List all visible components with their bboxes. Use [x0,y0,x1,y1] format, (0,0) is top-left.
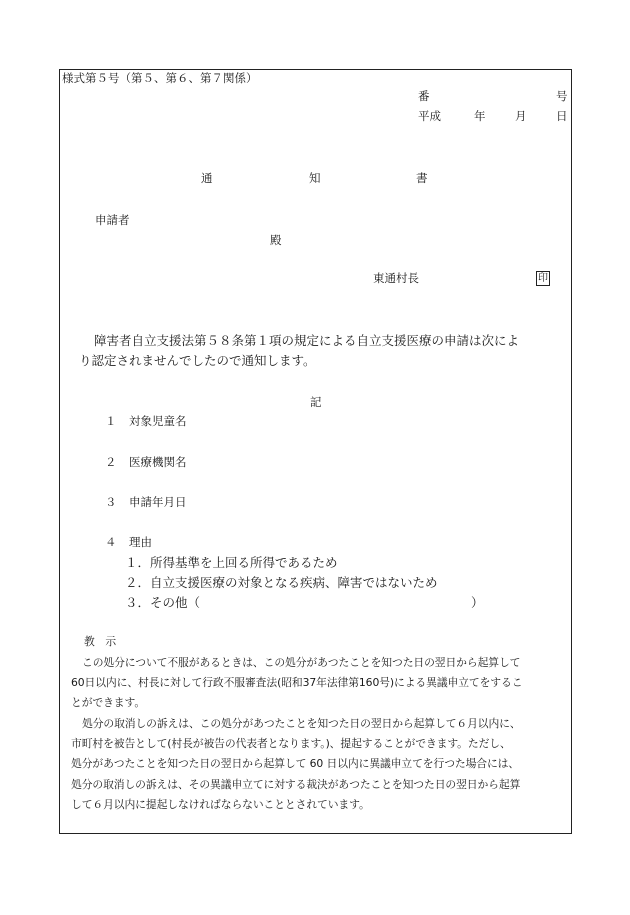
reason-2: ２．自立支援医療の対象となる疾病、障害ではないため [125,575,438,590]
number-label: 番 [418,89,430,103]
date-month: 月 [515,109,527,123]
item-2-number: ２ [105,455,117,469]
notice-line-1: この処分について不服があるときは、この処分があつたことを知つた日の翌日から起算して [82,656,521,669]
reason-3-close: ） [471,595,484,610]
item-1-label: 対象児童名 [129,414,187,428]
reason-1: １．所得基準を上回る所得であるため [125,555,338,570]
notice-line-5: 市町村を被告として(村長が被告の代表者となります。)、提起することができます。ただし、 [71,737,511,750]
issuer-name: 東通村長 [373,271,419,285]
notice-heading: 教 示 [84,635,117,648]
title-char-2: 知 [309,171,321,185]
item-3-label: 申請年月日 [129,495,187,509]
body-line-1: 障害者自立支援法第５８条第１項の規定による自立支援医療の申請は次によ [94,333,520,348]
item-4-label: 理由 [129,535,152,549]
notice-line-3: とができます。 [71,696,146,709]
applicant-label: 申請者 [95,213,130,227]
body-line-2: り認定されませんでしたので通知します。 [79,353,316,368]
date-year: 年 [474,109,486,123]
title-char-1: 通 [201,171,213,185]
honorific: 殿 [270,233,282,247]
item-3-number: ３ [105,495,117,509]
reason-3: ３．その他（ [125,595,201,610]
form-label: 様式第５号（第５、第６、第７関係） [62,71,258,85]
notice-line-8: して６月以内に提起しなければならないこととされています。 [71,798,370,811]
date-day: 日 [556,109,568,123]
title-char-3: 書 [416,171,428,185]
item-4-number: ４ [105,535,117,549]
notice-line-2: 60日以内に、村長に対して行政不服審査法(昭和37年法律第160号)による異議申立てをするこ [71,676,523,689]
ki-heading: 記 [310,395,322,409]
notice-line-7: 処分の取消しの訴えは、その異議申立てに対する裁決があつたことを知つた日の翌日から起算 [71,778,521,791]
item-2-label: 医療機関名 [129,455,187,469]
item-1-number: １ [105,414,117,428]
number-suffix: 号 [556,89,568,103]
notice-line-4: 処分の取消しの訴えは、この処分があつたことを知つた日の翌日から起算して６月以内に、 [82,717,521,730]
seal-mark: 印 [538,273,548,284]
date-era: 平成 [418,109,441,123]
notice-line-6: 処分があつたことを知つた日の翌日から起算して 60 日以内に異議申立てを行つた場合には、 [71,757,520,770]
